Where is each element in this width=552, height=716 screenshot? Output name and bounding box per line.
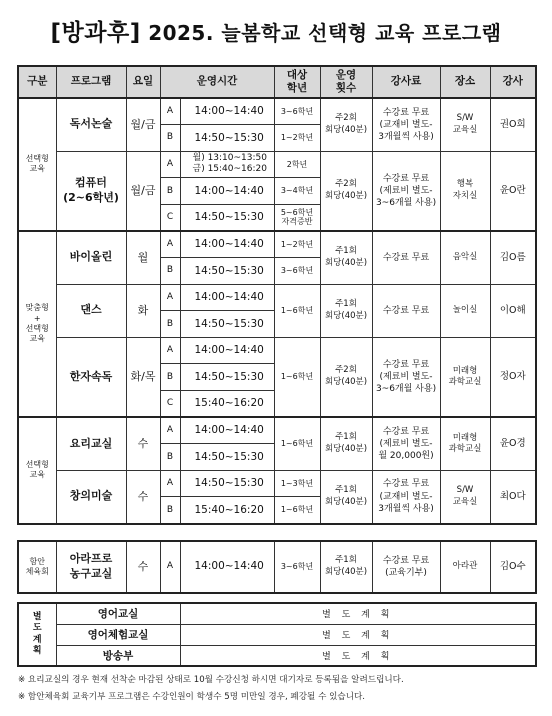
teacher: 최O다 <box>490 470 536 523</box>
frequency: 주1회 회당(40분) <box>320 470 372 523</box>
table-row: 선택형 교육 요리교실 수 A 14:00~14:40 1~6학년 주1회 회당(40분) 수강료 무료 (제료비 별도- 월 20,000원) 미래형 과학교실 윤O경 <box>18 417 536 444</box>
table-row: B 14:50~15:30 3~6학년 <box>18 258 536 285</box>
table-row: B 14:50~15:30 1~2학년 <box>18 125 536 152</box>
time-slot: 14:50~15:30 <box>180 470 274 497</box>
time-slot: 14:50~15:30 <box>180 311 274 338</box>
extra-program-table <box>17 540 537 594</box>
fee: 수강료 무료 <box>372 284 440 337</box>
program-name: 영어체험교실 <box>56 624 180 645</box>
time-slot: 14:50~15:30 <box>180 258 274 285</box>
time-slot: 14:00~14:40 <box>180 98 274 125</box>
separate-plan-label: 별 도 계 획 <box>18 603 56 666</box>
table-row <box>18 624 536 645</box>
header-place: 장소 <box>440 66 490 98</box>
time-slot: 15:40~16:20 <box>180 391 274 418</box>
table-row: 함안 체육회 아라프로 농구교실 수 A 14:00~14:40 3~6학년 주1회 회당(40분) 수강료 무료 (교육기부) 아라관 김O수 <box>18 541 536 593</box>
category-custom: 맞춤형 + 선택형 교육 <box>18 231 56 417</box>
program-day: 월/금 <box>126 98 160 151</box>
time-slot: 14:00~14:40 <box>180 231 274 258</box>
title-bracket: [방과후] <box>50 20 141 46</box>
header-category: 구분 <box>18 66 56 98</box>
place: S/W 교육실 <box>440 98 490 151</box>
frequency: 주1회 회당(40분) <box>320 541 372 593</box>
note-line: ※ 요리교실의 경우 현재 선착순 마감된 상태로 10월 수강신청 하시면 대기자로 등록됨을 알려드립니다. <box>18 675 404 685</box>
program-name: 창의미술 <box>56 470 126 523</box>
place: 음악실 <box>440 231 490 284</box>
teacher: 윤O란 <box>490 151 536 231</box>
program-name: 컴퓨터 (2~6학년) <box>56 151 126 231</box>
program-name: 독서논술 <box>56 98 126 151</box>
program-table <box>17 65 537 525</box>
place: 놀이실 <box>440 284 490 337</box>
notes <box>18 672 548 706</box>
program-name: 영어교실 <box>56 603 180 624</box>
header-frequency: 운영 횟수 <box>320 66 372 98</box>
time-slot: 14:00~14:40 <box>180 337 274 364</box>
frequency: 주1회 회당(40분) <box>320 284 372 337</box>
teacher: 김O름 <box>490 231 536 284</box>
program-name: 방송부 <box>56 645 180 666</box>
plan-text: 별 도 계 획 <box>180 624 536 645</box>
frequency: 주2회 회당(40분) <box>320 98 372 151</box>
header-schedule: 운영시간 <box>160 66 274 98</box>
program-name: 바이올린 <box>56 231 126 284</box>
program-day: 수 <box>126 470 160 523</box>
category-elective: 선택형 교육 <box>18 98 56 231</box>
fee: 수강료 무료 (제료비 별도- 3~6개월 사용) <box>372 337 440 417</box>
program-name: 한자속독 <box>56 337 126 417</box>
time-slot: 14:50~15:30 <box>180 444 274 471</box>
header-day: 요일 <box>126 66 160 98</box>
plan-text: 별 도 계 획 <box>180 645 536 666</box>
table-row: C 15:40~16:20 <box>18 391 536 418</box>
program-day: 월 <box>126 231 160 284</box>
note-line: ※ 함안체육회 교육기부 프로그램은 수강인원이 학생수 5명 미만일 경우, 폐강될 수 있습니다. <box>18 692 366 702</box>
table-row: 맞춤형 + 선택형 교육 바이올린 월 A 14:00~14:40 1~2학년 주1회 회당(40분) 수강료 무료 음악실 김O름 <box>18 231 536 258</box>
teacher: 윤O경 <box>490 417 536 470</box>
table-row: C 14:50~15:30 5~6학년 자격증반 <box>18 204 536 231</box>
separate-plan-table <box>17 602 537 667</box>
fee: 수강료 무료 (제료비 별도- 3~6개월 사용) <box>372 151 440 231</box>
header-row <box>18 66 536 98</box>
table-row: B 14:50~15:30 <box>18 311 536 338</box>
table-row: 댄스 화 A 14:00~14:40 1~6학년 주1회 회당(40분) 수강료 무료 놀이실 이O해 <box>18 284 536 311</box>
program-name: 댄스 <box>56 284 126 337</box>
place: 아라관 <box>440 541 490 593</box>
frequency: 주1회 회당(40분) <box>320 231 372 284</box>
table-row <box>18 603 536 624</box>
category-elective-2: 선택형 교육 <box>18 417 56 523</box>
teacher: 이O해 <box>490 284 536 337</box>
fee: 수강료 무료 <box>372 231 440 284</box>
table-row: 한자속독 화/목 A 14:00~14:40 1~6학년 주2회 회당(40분) 수강료 무료 (제료비 별도- 3~6개월 사용) 미래형 과학교실 정O자 <box>18 337 536 364</box>
table-row <box>18 645 536 666</box>
program-day: 화 <box>126 284 160 337</box>
frequency: 주2회 회당(40분) <box>320 151 372 231</box>
time-slot: 14:00~14:40 <box>180 284 274 311</box>
plan-text: 별 도 계 획 <box>180 603 536 624</box>
header-teacher: 강사 <box>490 66 536 98</box>
fee: 수강료 무료 (교재비 별도- 3개월씩 사용) <box>372 470 440 523</box>
table-row: B 14:50~15:30 <box>18 364 536 391</box>
program-name: 요리교실 <box>56 417 126 470</box>
frequency: 주2회 회당(40분) <box>320 337 372 417</box>
program-day: 수 <box>126 417 160 470</box>
time-slot: 14:00~14:40 <box>180 178 274 205</box>
header-program: 프로그램 <box>56 66 126 98</box>
teacher: 김O수 <box>490 541 536 593</box>
program-day: 월/금 <box>126 151 160 231</box>
time-slot: 14:00~14:40 <box>180 541 274 593</box>
time-slot: 15:40~16:20 <box>180 497 274 524</box>
time-slot: 14:50~15:30 <box>180 364 274 391</box>
table-row: B 14:00~14:40 3~4학년 <box>18 178 536 205</box>
frequency: 주1회 회당(40분) <box>320 417 372 470</box>
title-text: 2025. 늘봄학교 선택형 교육 프로그램 <box>148 21 502 45</box>
place: 미래형 과학교실 <box>440 337 490 417</box>
fee: 수강료 무료 (교육기부) <box>372 541 440 593</box>
teacher: 권O희 <box>490 98 536 151</box>
fee: 수강료 무료 (제료비 별도- 월 20,000원) <box>372 417 440 470</box>
header-fee: 강사료 <box>372 66 440 98</box>
time-slot: 월) 13:10~13:50 금) 15:40~16:20 <box>180 151 274 178</box>
table-row: 창의미술 수 A 14:50~15:30 1~3학년 주1회 회당(40분) 수강료 무료 (교재비 별도- 3개월씩 사용) S/W 교육실 최O다 <box>18 470 536 497</box>
table-row: B 14:50~15:30 <box>18 444 536 471</box>
place: 행복 자치실 <box>440 151 490 231</box>
place: 미래형 과학교실 <box>440 417 490 470</box>
table-row: 선택형 교육 독서논술 월/금 A 14:00~14:40 3~6학년 주2회 회당(40분) 수강료 무료 (교재비 별도- 3개월씩 사용) S/W 교육실 권O희 <box>18 98 536 125</box>
time-slot: 14:50~15:30 <box>180 125 274 152</box>
program-day: 수 <box>126 541 160 593</box>
teacher: 정O자 <box>490 337 536 417</box>
time-slot: 14:00~14:40 <box>180 417 274 444</box>
table-row: B 15:40~16:20 1~6학년 <box>18 497 536 524</box>
category-extra: 함안 체육회 <box>18 541 56 593</box>
page-title <box>0 14 552 47</box>
time-slot: 14:50~15:30 <box>180 204 274 231</box>
table-row: 컴퓨터 (2~6학년) 월/금 A 월) 13:10~13:50 금) 15:40~16:20 2학년 주2회 회당(40분) 수강료 무료 (제료비 별도- 3~6개월 사용) 행복 자치실 윤O란 <box>18 151 536 178</box>
program-day: 화/목 <box>126 337 160 417</box>
program-name: 아라프로 농구교실 <box>56 541 126 593</box>
fee: 수강료 무료 (교재비 별도- 3개월씩 사용) <box>372 98 440 151</box>
place: S/W 교육실 <box>440 470 490 523</box>
header-target: 대상 학년 <box>274 66 320 98</box>
